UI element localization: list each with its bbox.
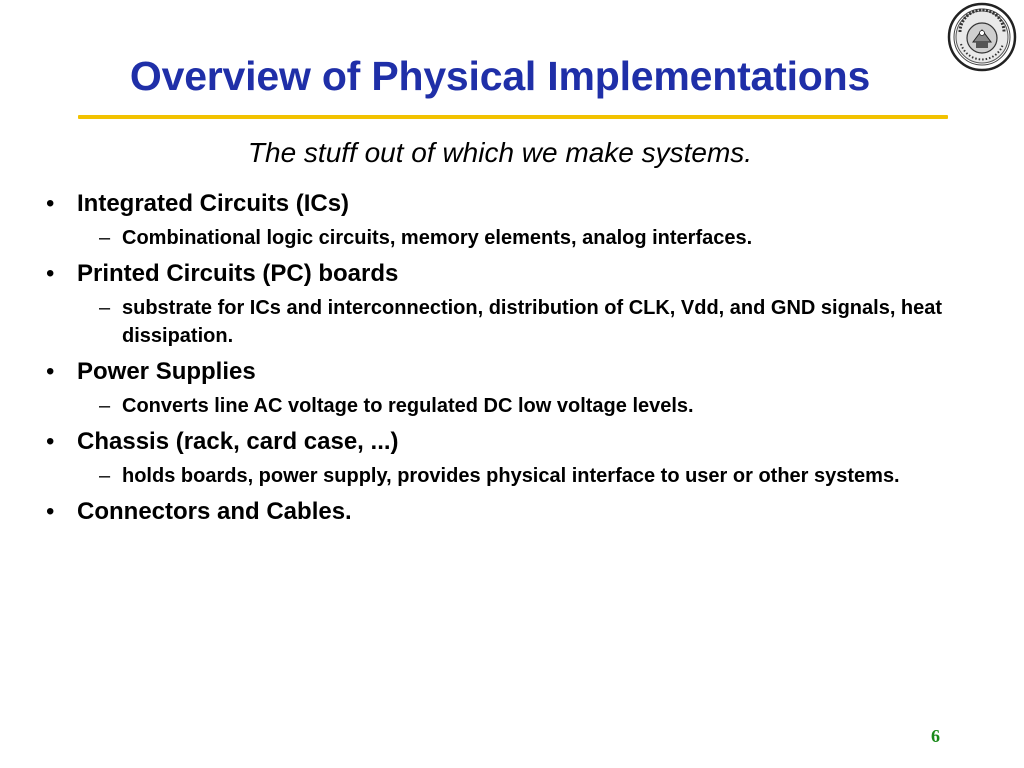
sub-bullet-marker: – xyxy=(99,395,111,417)
slide-title: Overview of Physical Implementations xyxy=(129,53,871,99)
bullet-marker: • xyxy=(46,190,55,217)
sub-bullet-item xyxy=(0,224,1024,252)
bullet-list xyxy=(0,186,1024,530)
sub-bullet-marker: – xyxy=(99,465,111,487)
bullet-item xyxy=(0,186,1024,252)
sub-bullet-text: substrate for ICs and interconnection, distribution of CLK, Vdd, and GND signals, heat dissipation. xyxy=(122,297,943,347)
title-underline xyxy=(78,115,948,119)
bullet-text: Connectors and Cables. xyxy=(77,498,352,525)
bullet-item xyxy=(0,494,1024,530)
bullet-marker: • xyxy=(46,428,55,455)
page-number: 6 xyxy=(931,726,940,746)
bullet-text: Chassis (rack, card case, ...) xyxy=(77,428,399,455)
bullet-text: Printed Circuits (PC) boards xyxy=(77,260,399,287)
bullet-item xyxy=(0,354,1024,420)
bullet-text: Power Supplies xyxy=(77,358,256,385)
sub-bullet-item xyxy=(0,294,1024,350)
bullet-item xyxy=(0,424,1024,490)
sub-bullet-marker: – xyxy=(99,227,111,249)
sub-bullet-item xyxy=(0,462,1024,490)
bullet-marker: • xyxy=(46,358,55,385)
bullet-marker: • xyxy=(46,498,55,525)
sub-bullet-text: holds boards, power supply, provides physical interface to user or other systems. xyxy=(122,465,900,487)
university-seal-icon xyxy=(946,2,1018,72)
bullet-marker: • xyxy=(46,260,55,287)
sub-bullet-text: Combinational logic circuits, memory elements, analog interfaces. xyxy=(122,227,753,249)
bullet-text: Integrated Circuits (ICs) xyxy=(77,190,350,217)
sub-bullet-text: Converts line AC voltage to regulated DC low voltage levels. xyxy=(122,395,694,417)
slide-subtitle: The stuff out of which we make systems. xyxy=(247,137,753,168)
sub-bullet-item xyxy=(0,392,1024,420)
bullet-item xyxy=(0,256,1024,350)
sub-bullet-marker: – xyxy=(99,297,111,319)
